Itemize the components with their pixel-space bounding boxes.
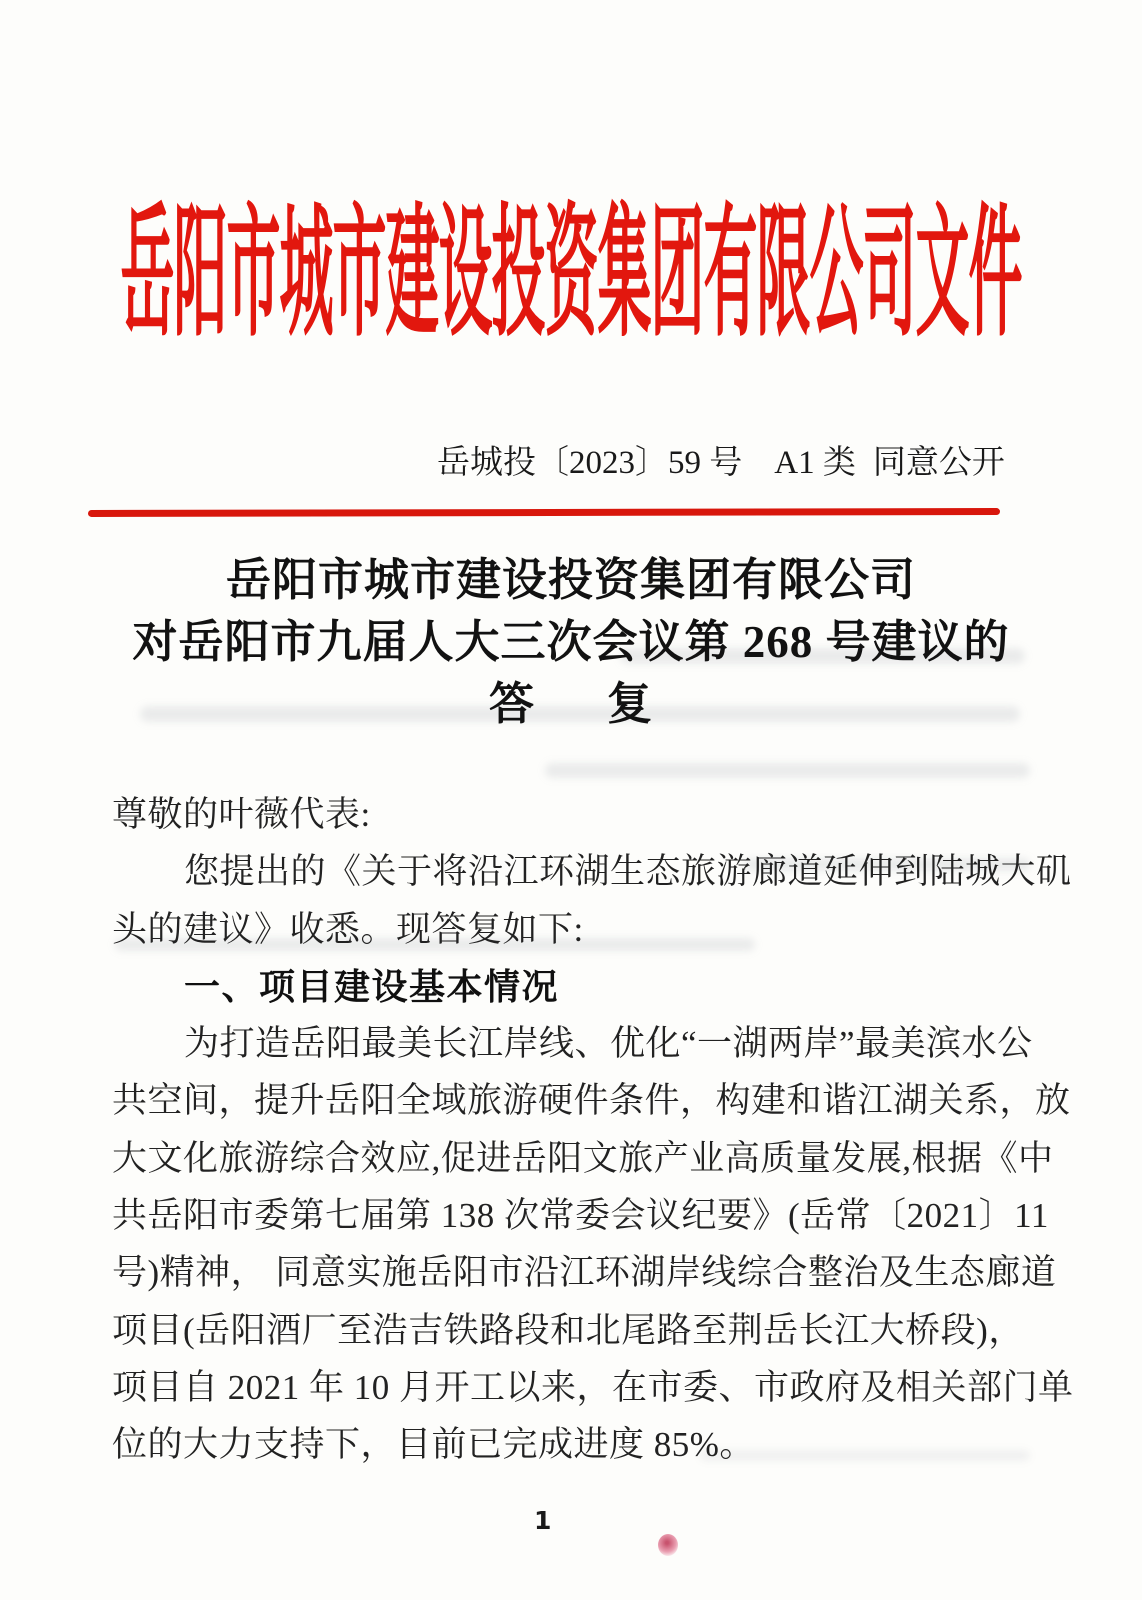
body-line: 共空间，提升岳阳全域旅游硬件条件，构建和谐江湖关系，放	[112, 1081, 1071, 1121]
body-line: 大文化旅游综合效应,促进岳阳文旅产业高质量发展,根据《中	[112, 1138, 1054, 1178]
body-line: 您提出的《关于将沿江环湖生态旅游廊道延伸到陆城大矶	[184, 852, 1072, 892]
red-separator-line	[88, 508, 1000, 517]
reference-number: 岳城投〔2023〕59 号	[437, 445, 743, 481]
document-title-answer-char2: 复	[607, 679, 654, 729]
document-title-line2: 对岳阳市九届人大三次会议第 268 号建议的	[132, 617, 1010, 667]
document-title-line1: 岳阳市城市建设投资集团有限公司	[225, 555, 916, 605]
body-line: 项目(岳阳酒厂至浩吉铁路段和北尾路至荆岳长江大桥段)，	[112, 1310, 1024, 1350]
salutation: 尊敬的叶薇代表:	[112, 795, 371, 834]
reference-line	[437, 444, 1005, 484]
stamp-mark	[658, 1534, 678, 1556]
body-line: 位的大力支持下，目前已完成进度 85%。	[112, 1425, 755, 1465]
body-line: 为打造岳阳最美长江岸线、优化“一湖两岸”最美滨水公	[184, 1024, 1033, 1064]
reference-category: A1 类	[774, 445, 856, 481]
document-title	[0, 549, 1142, 735]
body-line: 共岳阳市委第七届第 138 次常委会议纪要》(岳常〔2021〕11	[112, 1196, 1049, 1236]
body-line: 项目自 2021 年 10 月开工以来，在市委、市政府及相关部门单	[112, 1367, 1074, 1407]
document-title-answer-char1: 答	[488, 679, 535, 729]
section-heading: 一、项目建设基本情况	[184, 965, 560, 1007]
letterhead-title: 岳阳市城市建设投资集团有限公司文件	[120, 195, 1022, 355]
page-number: 1	[534, 1506, 552, 1535]
body-line: 头的建议》收悉。现答复如下:	[112, 909, 584, 949]
title-spacer	[535, 704, 607, 705]
document-body	[112, 786, 1074, 1474]
bleed-through-smudge	[545, 763, 1030, 778]
document-title-line3	[0, 673, 1142, 735]
reference-publicity-status: 同意公开	[872, 445, 1005, 481]
body-line: 号)精神， 同意实施岳阳市沿江环湖岸线综合整治及生态廊道	[112, 1253, 1057, 1293]
